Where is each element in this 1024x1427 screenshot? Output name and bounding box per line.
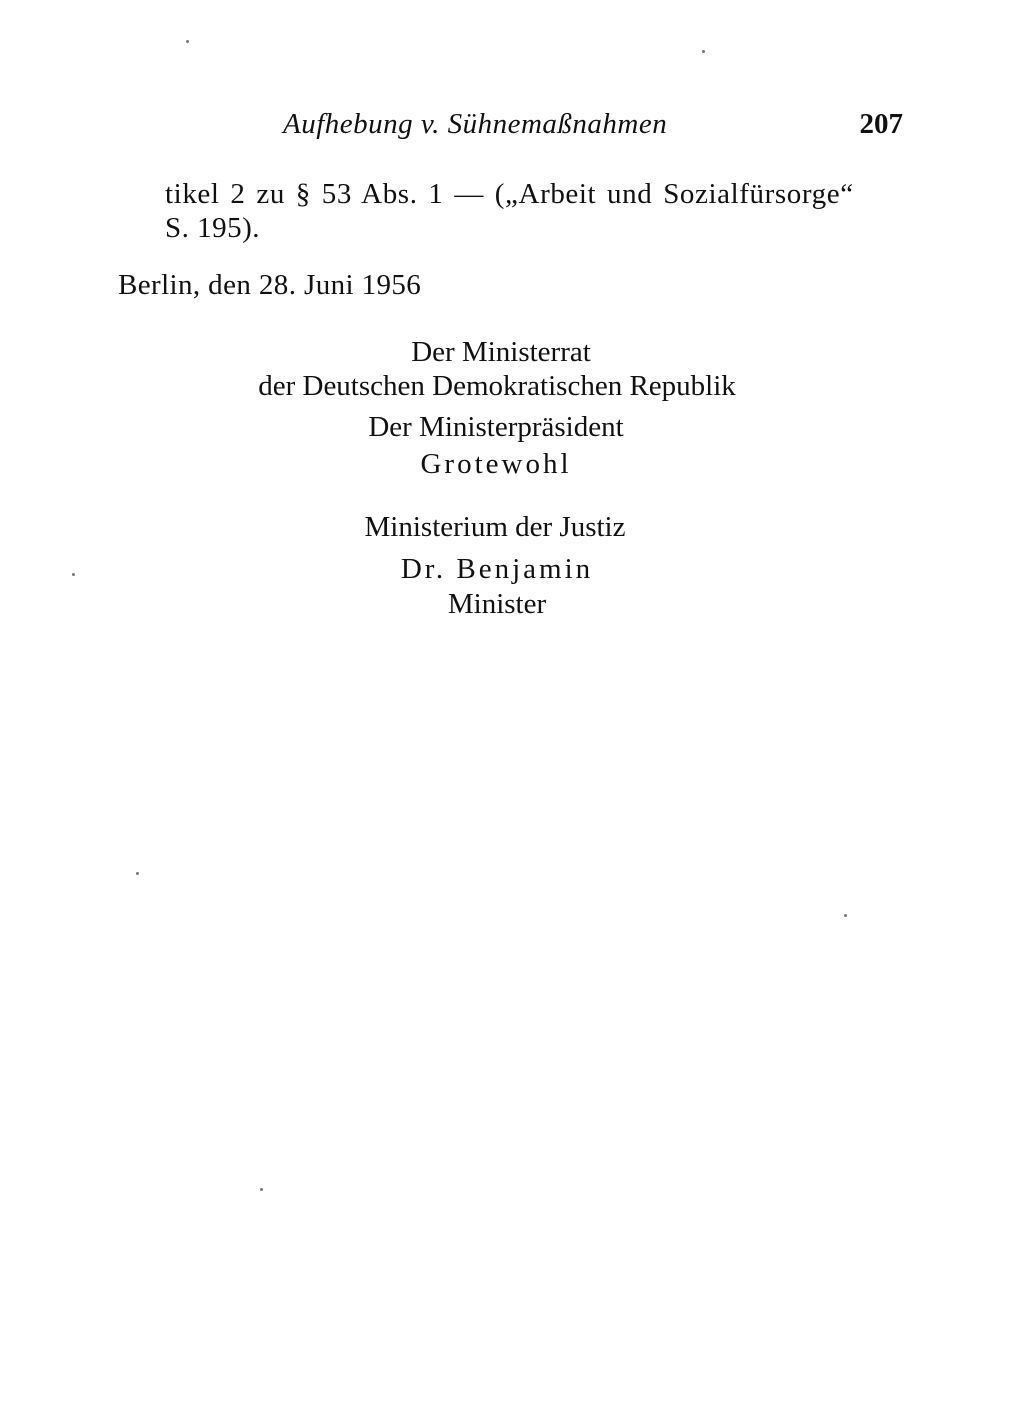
dateline: Berlin, den 28. Juni 1956 bbox=[118, 269, 422, 301]
scan-speck bbox=[186, 40, 189, 43]
scan-speck bbox=[844, 914, 847, 917]
running-header bbox=[283, 108, 903, 148]
scan-speck bbox=[260, 1188, 263, 1191]
justice-line-1: Ministerium der Justiz bbox=[364, 511, 626, 543]
scan-speck bbox=[72, 573, 75, 576]
justice-signatory-title: Minister bbox=[447, 588, 547, 620]
scan-speck bbox=[136, 872, 139, 875]
continuation-line-2: S. 195). bbox=[165, 212, 261, 244]
council-line-3: Der Ministerpräsident bbox=[368, 411, 624, 443]
justice-signatory-name: Dr. Benjamin bbox=[400, 553, 594, 585]
council-signatory-name: Grotewohl bbox=[420, 448, 572, 480]
council-line-2: der Deutschen Demokratischen Republik bbox=[258, 370, 736, 402]
page-number: 207 bbox=[859, 108, 903, 140]
scan-speck bbox=[702, 50, 705, 53]
continuation-line-1: tikel 2 zu § 53 Abs. 1 — („Arbeit und Sozialfürsorge“ bbox=[165, 178, 854, 210]
running-title: Aufhebung v. Sühnemaßnahmen bbox=[283, 108, 668, 140]
council-line-1: Der Ministerrat bbox=[411, 336, 591, 368]
